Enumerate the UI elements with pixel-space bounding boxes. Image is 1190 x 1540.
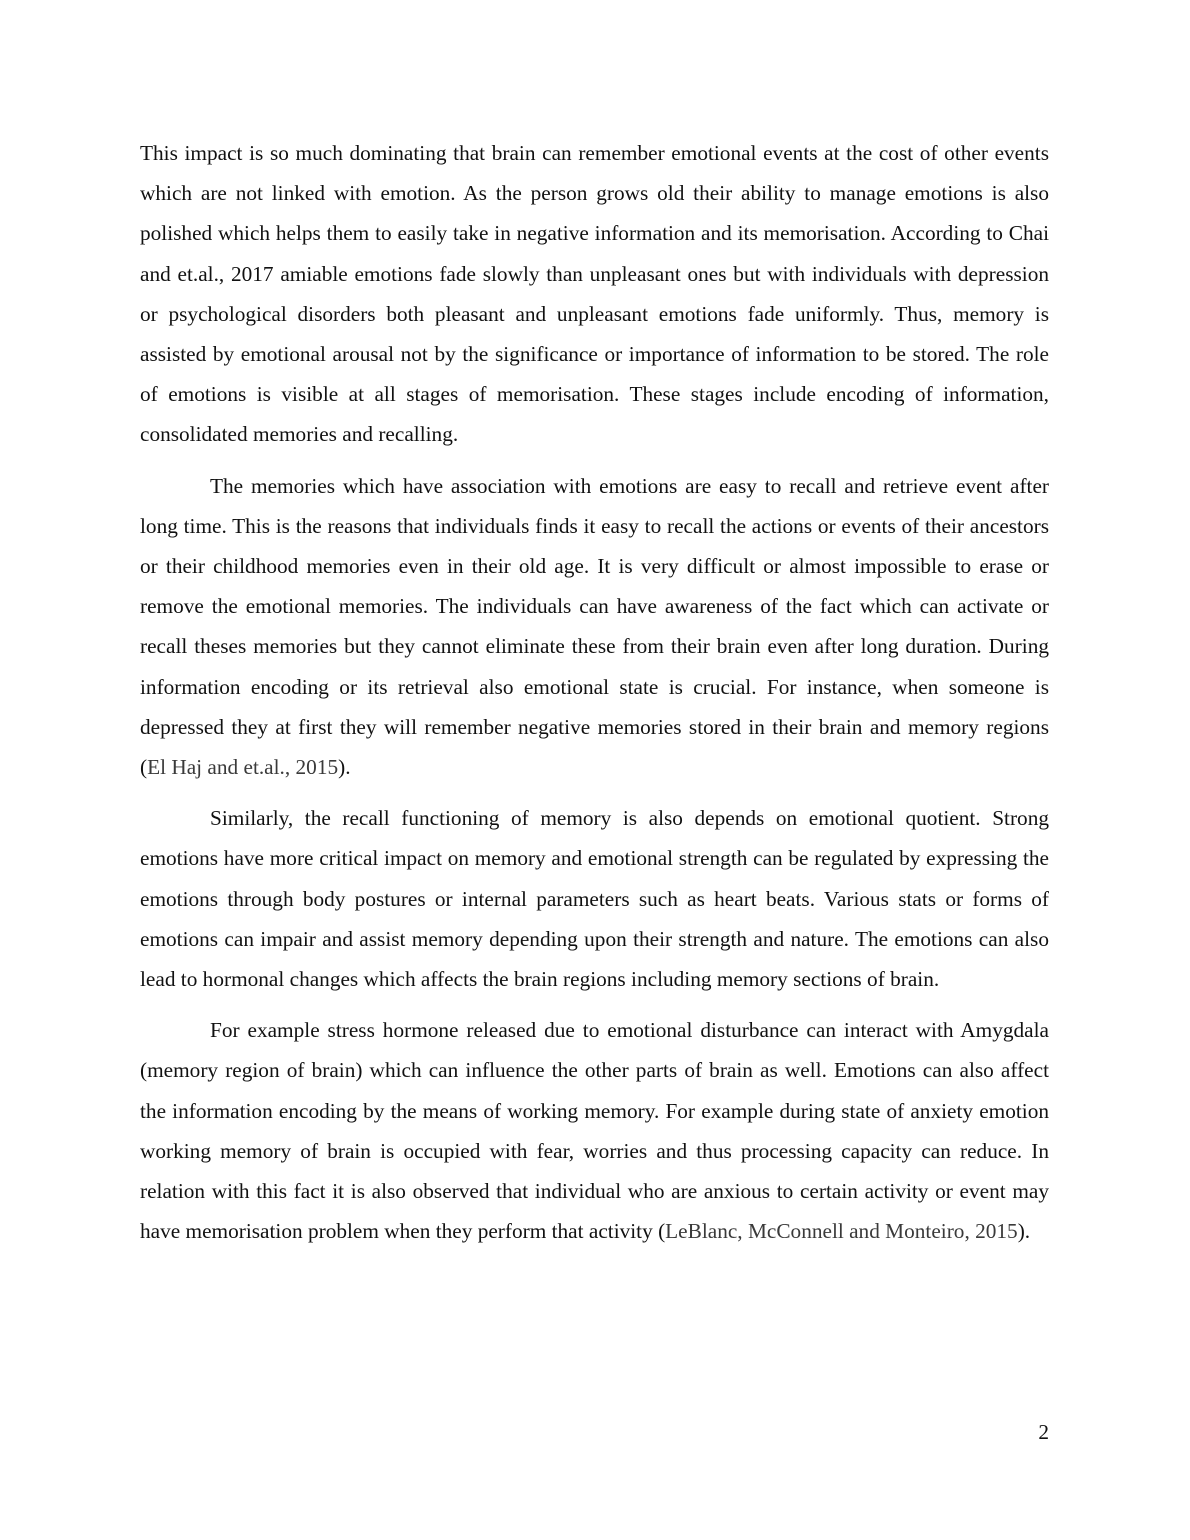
citation-leblanc: LeBlanc, McConnell and Monteiro, 2015 <box>665 1219 1018 1244</box>
paragraph-2-end: ). <box>338 755 351 780</box>
paragraph-3: Similarly, the recall functioning of memory is also depends on emotional quotient. Strong emotions have more critical impact on memory and emotional strength can be regulated by expressing the emotions through body postures or internal parameters such as heart beats. Various stats or forms of emotions can impair and assist memory depending upon their strength and nature. The emotions can also lead to hormonal changes which affects the brain regions including memory sections of brain. <box>140 806 1049 992</box>
paragraph-2-text: The memories which have association with emotions are easy to recall and retrieve event after long time. This is the reasons that individuals finds it easy to recall the actions or events of their ancestors or their childhood memories even in their old age. It is very difficult or almost impossible to erase or remove the emotional memories. The individuals can have awareness of the fact which can activate or recall theses memories but they cannot eliminate these from their brain even after long duration. During information encoding or its retrieval also emotional state is crucial. For instance, when someone is depressed they at first they will remember negative memories stored in their brain and memory regions ( <box>140 473 1049 780</box>
paragraph-4-text: For example stress hormone released due to emotional disturbance can interact with Amygdala (memory region of brain) which can influence the other parts of brain as well. Emotions can also affect the information encoding by the means of working memory. For example during state of anxiety emotion working memory of brain is occupied with fear, worries and thus processing capacity can reduce. In relation with this fact it is also observed that individual who are anxious to certain activity or event may have memorisation problem when they perform that activity ( <box>140 1018 1049 1244</box>
paragraph-1: This impact is so much dominating that brain can remember emotional events at the cost of other events which are not linked with emotion. As the person grows old their ability to manage emotions is also polished which helps them to easily take in negative information and its memorisation. According to Chai and et.al., 2017 amiable emotions fade slowly than unpleasant ones but with individuals with depression or psychological disorders both pleasant and unpleasant emotions fade uniformly. Thus, memory is assisted by emotional arousal not by the significance or importance of information to be stored. The role of emotions is visible at all stages of memorisation. These stages include encoding of information, consolidated memories and recalling. <box>140 141 1049 447</box>
body-text <box>140 133 1049 1262</box>
page-number: 2 <box>1038 1420 1049 1444</box>
paragraph-4-end: ). <box>1017 1219 1031 1244</box>
paragraph-4 <box>140 1010 1049 1251</box>
paragraph-2 <box>140 466 1049 788</box>
citation-el-haj: El Haj and et.al., 2015 <box>147 755 339 780</box>
